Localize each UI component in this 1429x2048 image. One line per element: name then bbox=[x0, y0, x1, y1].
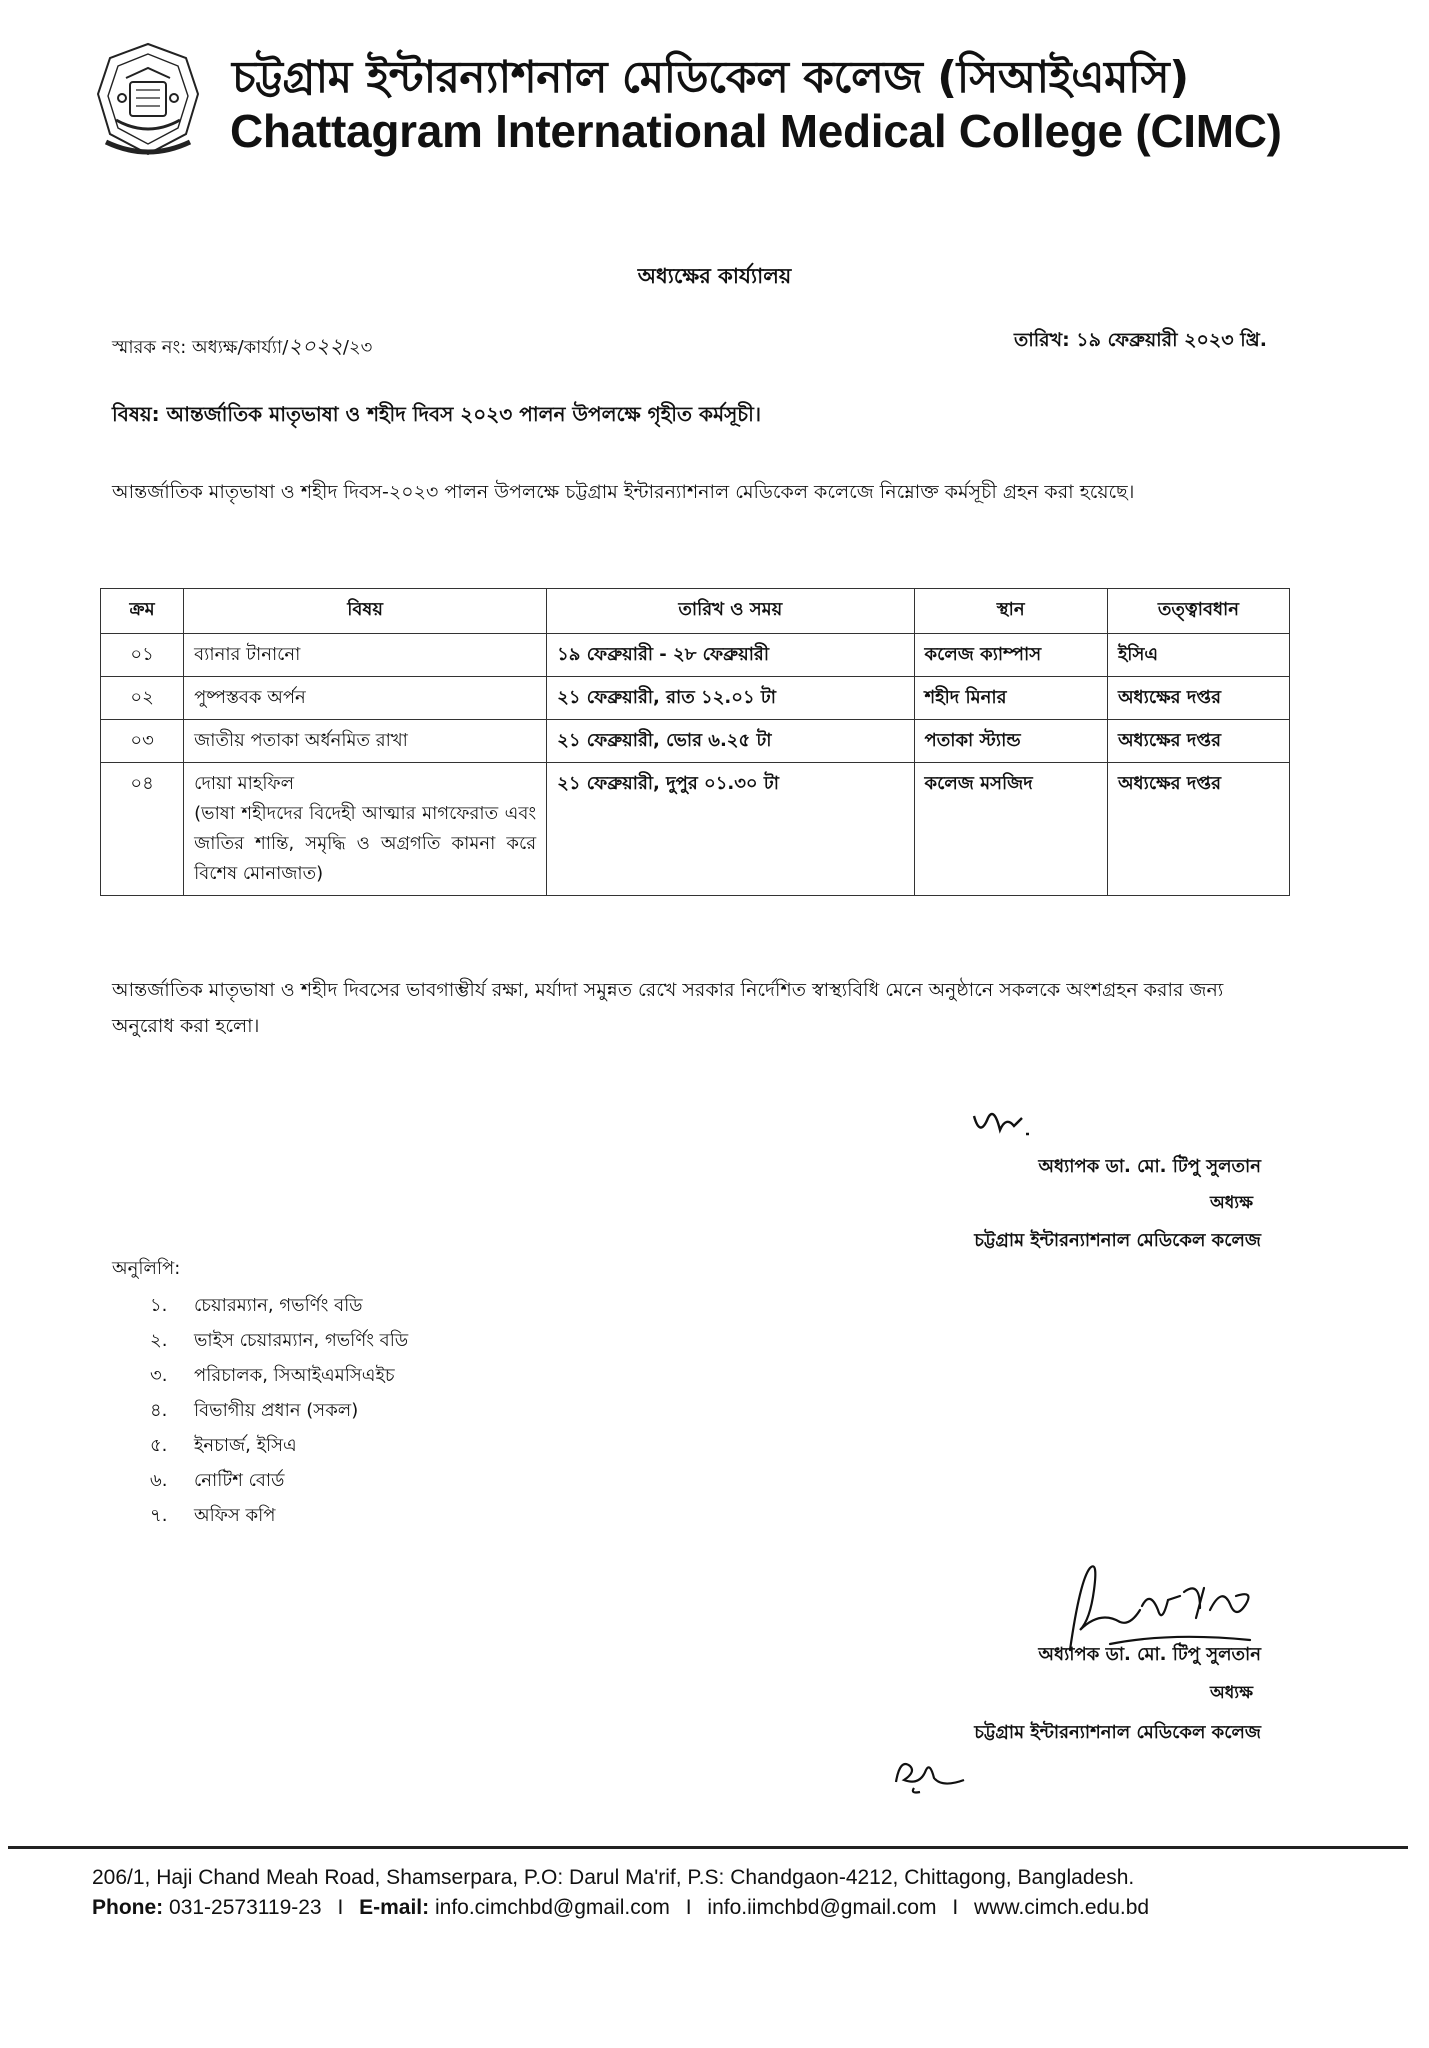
list-item: ৩. পরিচালক, সিআইএমসিএইচ bbox=[150, 1365, 395, 1386]
cell-serial: ০৩ bbox=[101, 720, 184, 763]
cell-topic: পুষ্পস্তবক অর্পন bbox=[184, 677, 547, 720]
table-row bbox=[101, 634, 1290, 677]
col-header-datetime: তারিখ ও সময় bbox=[547, 589, 914, 634]
cell-serial: ০২ bbox=[101, 677, 184, 720]
reference-handwritten-number: ২০২২ bbox=[288, 334, 343, 358]
footer-separator: I bbox=[337, 1896, 344, 1919]
table-row bbox=[101, 763, 1290, 896]
cell-supervision: অধ্যক্ষের দপ্তর bbox=[1107, 763, 1289, 896]
cell-place: পতাকা স্ট্যান্ড bbox=[914, 720, 1107, 763]
email-label: E-mail: bbox=[359, 1896, 430, 1919]
college-crest-icon bbox=[86, 38, 210, 162]
cell-place: কলেজ ক্যাম্পাস bbox=[914, 634, 1107, 677]
copies-list bbox=[150, 1288, 408, 1533]
signatory-organization: চট্টগ্রাম ইন্টারন্যাশনাল মেডিকেল কলেজ bbox=[974, 1722, 1261, 1743]
phone-label: Phone: bbox=[92, 1896, 164, 1919]
col-header-supervision: তত্ত্বাবধান bbox=[1107, 589, 1289, 634]
cell-place: শহীদ মিনার bbox=[914, 677, 1107, 720]
closing-paragraph: আন্তর্জাতিক মাতৃভাষা ও শহীদ দিবসের ভাবগাম্ভীর্য রক্ষা, মর্যাদা সমুন্নত রেখে সরকার নির্দেশিত স্বাস্থ্যবিধি মেনে অনুষ্ঠানে সকলকে অংশগ্রহন করার জন্য অনুরোধ করা হলো। bbox=[112, 979, 1224, 1037]
list-item: ২. ভাইস চেয়ারম্যান, গভর্ণিং বডি bbox=[150, 1330, 409, 1351]
reference-number bbox=[112, 330, 372, 365]
footer-address: 206/1, Haji Chand Meah Road, Shamserpara, P.O: Darul Ma'rif, P.S: Chandgaon-4212, Chittagong, Bangladesh. bbox=[92, 1866, 1135, 1889]
office-heading: অধ্যক্ষের কার্য্যালয় bbox=[637, 264, 792, 288]
initial-scribble-icon bbox=[890, 1752, 970, 1796]
list-item: ৭. অফিস কপি bbox=[150, 1505, 276, 1526]
signatory-name: অধ্যাপক ডা. মো. টিপু সুলতান bbox=[1038, 1156, 1261, 1177]
cell-place: কলেজ মসজিদ bbox=[914, 763, 1107, 896]
cell-topic: জাতীয় পতাকা অর্ধনমিত রাখা bbox=[184, 720, 547, 763]
cell-supervision: অধ্যক্ষের দপ্তর bbox=[1107, 720, 1289, 763]
list-item: ৫. ইনচার্জ, ইসিএ bbox=[150, 1435, 297, 1456]
cell-supervision: অধ্যক্ষের দপ্তর bbox=[1107, 677, 1289, 720]
cell-datetime: ১৯ ফেব্রুয়ারী - ২৮ ফেব্রুয়ারী bbox=[547, 634, 914, 677]
cell-datetime: ২১ ফেব্রুয়ারী, ভোর ৬.২৫ টা bbox=[547, 720, 914, 763]
cell-topic-detail: (ভাষা শহীদদের বিদেহী আত্মার মাগফেরাত এবং জাতির শান্তি, সমৃদ্ধি ও অগ্রগতি কামনা করে বিশেষ মোনাজাত) bbox=[194, 803, 537, 884]
cell-topic: ব্যানার টানানো bbox=[184, 634, 547, 677]
col-header-serial: ক্রম bbox=[101, 589, 184, 634]
signature-scribble-icon bbox=[970, 1108, 1040, 1144]
footer-separator: I bbox=[952, 1896, 959, 1919]
list-item: ১. চেয়ারম্যান, গভর্ণিং বডি bbox=[150, 1295, 363, 1316]
table-row bbox=[101, 677, 1290, 720]
signatory-organization: চট্টগ্রাম ইন্টারন্যাশনাল মেডিকেল কলেজ bbox=[974, 1230, 1261, 1251]
subject-line: বিষয়: আন্তর্জাতিক মাতৃভাষা ও শহীদ দিবস ২০২৩ পালন উপলক্ষে গৃহীত কর্মসূচী। bbox=[112, 402, 761, 426]
website-address: www.cimch.edu.bd bbox=[974, 1896, 1150, 1919]
signatory-designation: অধ্যক্ষ bbox=[1210, 1193, 1253, 1213]
list-item: ৪. বিভাগীয় প্রধান (সকল) bbox=[150, 1400, 359, 1421]
college-name-bn: চট্টগ্রাম ইন্টারন্যাশনাল মেডিকেল কলেজ (সিআইএমসি) bbox=[232, 52, 1189, 103]
footer-contact bbox=[92, 1896, 1149, 1920]
cell-serial: ০১ bbox=[101, 634, 184, 677]
college-name-en: Chattagram International Medical College (CIMC) bbox=[230, 105, 1282, 157]
signatory-designation: অধ্যক্ষ bbox=[1210, 1683, 1253, 1703]
reference-prefix: স্মারক নং: অধ্যক্ষ/কার্য্যা/ bbox=[112, 337, 289, 358]
program-schedule-table bbox=[100, 588, 1290, 896]
letter-date: তারিখ: ১৯ ফেব্রুয়ারী ২০২৩ খ্রি. bbox=[1013, 329, 1267, 351]
table-header-row bbox=[101, 589, 1290, 634]
cell-datetime: ২১ ফেব্রুয়ারী, দুপুর ০১.৩০ টা bbox=[547, 763, 914, 896]
cell-datetime: ২১ ফেব্রুয়ারী, রাত ১২.০১ টা bbox=[547, 677, 914, 720]
footer-divider bbox=[8, 1846, 1408, 1849]
copies-title: অনুলিপি: bbox=[112, 1258, 181, 1279]
table-row bbox=[101, 720, 1290, 763]
list-item: ৬. নোটিশ বোর্ড bbox=[150, 1470, 285, 1491]
footer-separator: I bbox=[685, 1896, 692, 1919]
intro-paragraph: আন্তর্জাতিক মাতৃভাষা ও শহীদ দিবস-২০২৩ পালন উপলক্ষে চট্টগ্রাম ইন্টারন্যাশনাল মেডিকেল কলেজে নিম্নোক্ত কর্মসূচী গ্রহন করা হয়েছে। bbox=[112, 481, 1135, 503]
col-header-topic: বিষয় bbox=[184, 589, 547, 634]
email-address-2: info.iimchbd@gmail.com bbox=[707, 1896, 937, 1919]
reference-suffix: /২৩ bbox=[342, 337, 373, 358]
col-header-place: স্থান bbox=[914, 589, 1107, 634]
email-address-1: info.cimchbd@gmail.com bbox=[434, 1896, 670, 1919]
cell-supervision: ইসিএ bbox=[1107, 634, 1289, 677]
signatory-name: অধ্যাপক ডা. মো. টিপু সুলতান bbox=[1038, 1644, 1261, 1665]
cell-topic bbox=[184, 763, 547, 896]
cell-serial: ০৪ bbox=[101, 763, 184, 896]
phone-number: 031-2573119-23 bbox=[169, 1896, 322, 1919]
cell-topic-title: দোয়া মাহফিল bbox=[194, 773, 295, 794]
